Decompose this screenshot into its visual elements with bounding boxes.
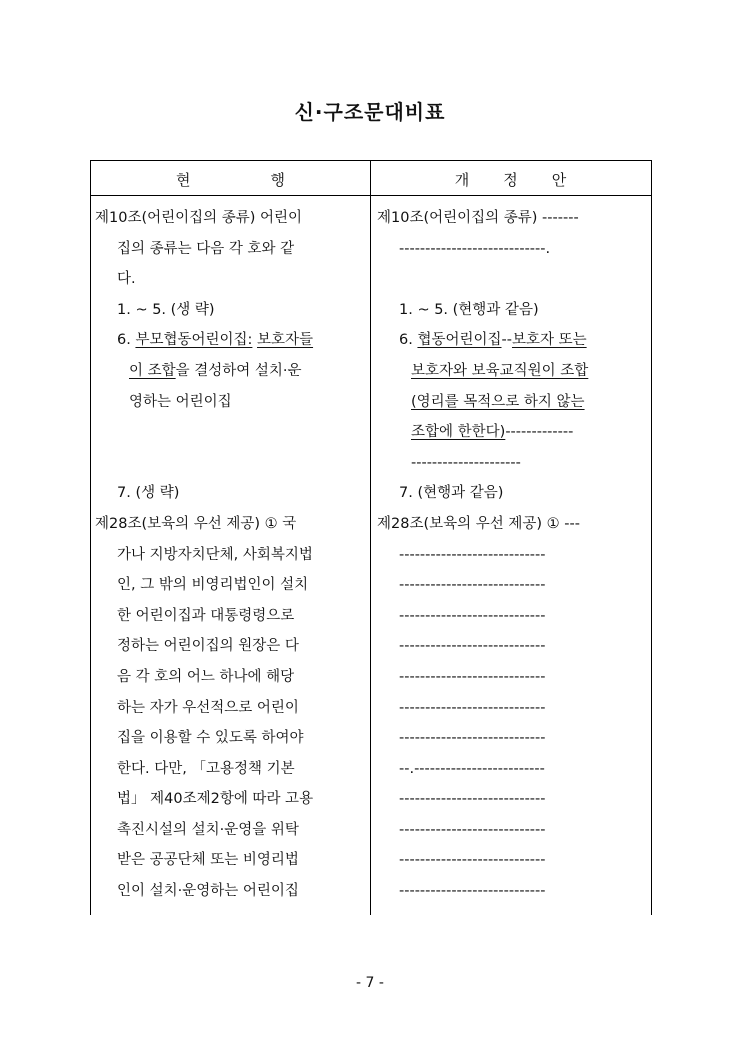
revised-line: ---------------------------- [399,791,546,808]
revised-line: ----------------------------. [399,240,551,257]
current-line: 정하는 어린이집의 원장은 다 [117,638,299,655]
revised-line: ---------------------------- [399,607,546,624]
current-line: 집을 이용할 수 있도록 하여야 [117,730,304,747]
revised-line: 제10조(어린이집의 종류) ------- [377,210,579,226]
revised-line: ---------------------------- [399,668,546,685]
amended-text: 이 조합 [129,362,176,379]
amended-text: 보호자와 보육교직원이 조합 [411,362,589,379]
revised-line: 7. (현행과 같음) [399,485,504,502]
current-line: 영하는 어린이집 [129,393,232,410]
revised-line: --.------------------------- [399,760,545,777]
current-line: 한다. 다만, 「고용정책 기본 [117,760,295,777]
amended-text: 협동어린이집 [417,332,502,349]
amended-text: 보호자들 [257,332,314,349]
current-line: 집의 종류는 다음 각 호와 같 [117,240,295,257]
revised-line: 조합에 한한다)------------- [411,424,574,441]
current-line [95,448,367,479]
current-line: 7. (생 략) [117,485,180,502]
current-line: 받은 공공단체 또는 비영리법 [117,852,299,869]
current-line: 제10조(어린이집의 종류) 어린이 [95,210,303,226]
revised-line: 제28조(보육의 우선 제공) ① --- [377,515,580,532]
header-current-char-1: 현 [176,171,191,189]
page-number: - 7 - [356,975,384,991]
revised-line: ---------------------------- [399,883,546,900]
header-divider [91,195,651,196]
header-revised [371,169,650,190]
current-line: 6. 부모협동어린이집: 보호자들 [117,332,314,349]
current-line [95,417,367,448]
current-line: 하는 자가 우선적으로 어린이 [117,699,299,716]
current-line: 1. ~ 5. (생 략) [117,301,215,318]
amended-text: 부모협동어린이집: [135,332,253,349]
current-line: 법」 제40조제2항에 따라 고용 [117,791,314,808]
revised-line: ---------------------------- [399,699,546,716]
revised-line: ---------------------------- [399,852,546,869]
revised-line: ---------------------------- [399,730,546,747]
revised-line: ---------------------------- [399,546,546,563]
revised-line: ---------------------------- [399,638,546,655]
comparison-table [90,160,652,915]
current-line: 가나 지방자치단체, 사회복지법 [117,546,313,563]
header-revised-char-3: 안 [551,171,567,189]
current-line: 인, 그 밖의 비영리법인이 설치 [117,577,309,594]
header-revised-char-2: 정 [503,171,518,189]
current-line: 인이 설치·운영하는 어린이집 [117,883,299,900]
revised-line: 6. 협동어린이집--보호자 또는 [399,332,587,349]
current-line: 다. [117,271,136,288]
amended-text: 보호자 또는 [511,332,587,349]
page-title: 신·구조문대비표 [294,100,446,124]
revised-line [377,264,647,295]
current-line: 이 조합을 결성하여 설치·운 [129,362,302,379]
revised-text-column [377,203,647,907]
column-divider [370,161,371,915]
amended-text: 조합에 한한다) [411,424,506,441]
revised-line: ---------------------------- [399,577,546,594]
current-line: 제28조(보육의 우선 제공) ① 국 [95,515,297,532]
header-revised-char-1: 개 [454,171,470,189]
revised-line: ---------------------------- [399,821,546,838]
revised-line [377,387,647,418]
revised-line [377,356,647,387]
current-text-column [95,203,367,907]
revised-line: 1. ~ 5. (현행과 같음) [399,301,539,318]
revised-line: --------------------- [411,454,521,471]
current-line: 촉진시설의 설치·운영을 위탁 [117,821,299,838]
current-line: 한 어린이집과 대통령령으로 [117,607,295,624]
amended-text: (영리를 목적으로 하지 않는 [411,393,585,410]
header-current [91,169,370,190]
header-current-char-2: 행 [270,171,285,189]
current-line: 음 각 호의 어느 하나에 해당 [117,668,295,685]
